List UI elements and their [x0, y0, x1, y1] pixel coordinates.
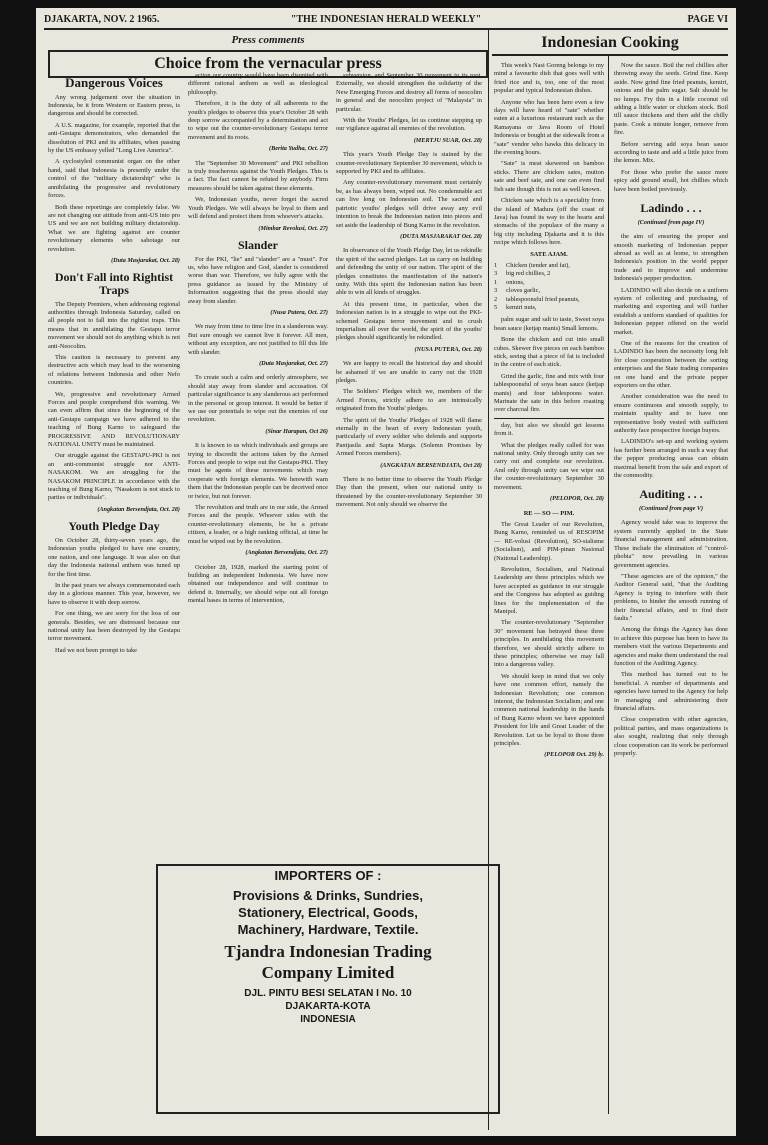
- press-title: Choice from the vernacular press: [48, 50, 488, 78]
- paragraph: "Sate" is meat skewered on bamboo sticks. There are chicken sates, mutton sate and beef sate, and one can even find fish sate though this is not as well known.: [494, 160, 604, 193]
- paragraph: There is no better time to observe the Youth Pledge Day than the present, when our national unity is threatened by the counter-revolutionary September 30 movement. Not only should we observe the: [336, 476, 482, 509]
- cooking-title: Indonesian Cooking: [541, 34, 679, 51]
- paragraph: Bone the chicken and cut into small cubes. Skewer five pieces on each bamboo stick, seeing that a piece of fat is included in the centre of each stick.: [494, 336, 604, 369]
- ingredient-row: 2 tablespoonsful fried peanuts,: [494, 295, 580, 303]
- column-2: [188, 72, 328, 862]
- ad-address: DJL. PINTU BESI SELATAN I No. 10: [244, 988, 412, 999]
- paragraph: Had we not been prompt to take: [55, 646, 137, 654]
- paragraph: palm sugar and salt to taste, Sweet soya bean sauce (ketjap manis) Small lemons.: [494, 316, 604, 332]
- ingredient-row: 3 cloves garlic,: [494, 287, 541, 295]
- paragraph: LADINDO will also decide on a uniform system of collecting and purchasing, of marketing and exporting and will further establish a uniform standard of qualities for Indonesian pepper offered on the world market.: [614, 286, 728, 336]
- header-date: DJAKARTA, NOV. 2 1965.: [44, 14, 160, 25]
- paragraph: The counter-revolutionary "September 30" movement has betrayed these three principles. In annihilating this movement therefore, we should strictly adhere to these principles; otherwise we may fall into a dangerous valley.: [494, 619, 604, 669]
- paragraph: Chicken sate which is a speciality from the island of Madura (off the coast of Java) has found its way to the hearts and stomachs of the populace of the many a big city including Djakarta and it is this recipe which follows here.: [494, 197, 604, 247]
- paragraph: The Great Leader of our Revolution, Bung Karno, reminded us of RESOPIM — RE-volusi (Revolution), SO-sialisme (Socialism), and PIM-pinan Nasional (National Leadership).: [494, 520, 604, 562]
- ad-country: INDONESIA: [300, 1014, 356, 1025]
- importers-advertisement: [156, 864, 500, 1114]
- paragraph: Agency would take was to improve the system currently applied in the State financial management and administration. These include the elimination of "control-phobia" now prevailing in various government agencies.: [614, 519, 728, 569]
- paragraph: For one thing, we are sorry for the loss of our generals. Besides, we are distressed because our national unity has been destroyed by the Gestapu terror movement.: [48, 610, 180, 643]
- paragraph: On October 28, thirty-seven years ago, the Indonesian youths pledged to have one country, one nation, and one language. It was also on that day the Indonesia national anthem was tuned up for the first time.: [48, 536, 180, 578]
- source-credit: (Angkatan Bersendjata, Oct. 27): [245, 549, 328, 557]
- continued-note: (Continued from page V): [638, 505, 704, 513]
- paragraph: "These agencies are of the opinion," the Auditor General said, "that the Auditing Agency is trying to interfere with their problems, to hinder the smooth running of their financial affairs, and to find their faults.": [614, 572, 728, 622]
- heading-dangerous-voices: Dangerous Voices: [65, 75, 163, 90]
- paragraph: Close cooperation with other agencies, political parties, and mass organizations is also sought, realizing that only through close cooperation can its work be performed properly.: [614, 716, 728, 758]
- heading-rightist-traps: Don't Fall into Rightist Traps: [54, 270, 174, 297]
- source-credit: (Berita Yudha, Oct. 27): [269, 145, 328, 153]
- paragraph: This caution is necessary to prevent any destructive acts which may lead to the worsening of relations between Indonesia and other Nefo countries.: [48, 353, 180, 387]
- paragraph: Another consideration was the need to ensure continuous and smooth supply, to maintain quality and to have one representative body vested with sufficient authority face prospective foreign buyers.: [614, 393, 728, 435]
- paragraph: For those who prefer the sauce more spicy add ground small, hot chillies which have been boiled previously.: [614, 168, 728, 193]
- source-credit: (Duta Masjarakat, Oct. 27): [259, 359, 328, 367]
- paragraph: The Deputy Premiers, when addressing regional authorities through Indonesia Saturday, called on all people not to fall into the rightist traps. This means that in annihilating the Gestapu terror movement we should not do anything which is not anti-Neocolim.: [48, 300, 180, 350]
- paragraph: This week's Nasi Goreng belongs to my mind a favourite dish that goes well with fried rice and is, too, one of the most popular and typical Indonesian dishes.: [494, 62, 604, 95]
- paragraph: A U.S. magazine, for example, reported that the anti-Gestapu demonstrators, who demanded the dissolution of PKI and its affiliates, when passing by the US embassy yelled "Long Live America".: [48, 121, 180, 155]
- source-credit: (Mimbar Revolusi, Oct. 27): [258, 224, 328, 232]
- paragraph: With the Youths' Pledges, let us continue stepping up our vigilance against all enemies of the revolution.: [336, 117, 482, 133]
- heading-youth-pledge-day: Youth Pledge Day: [68, 519, 160, 534]
- paragraph: One of the reasons for the creation of LADINDO has been the necessity long felt for close cooperation between the sorting enterprises and the State trading companies on one hand and the private pepper exporters on the other.: [614, 339, 728, 389]
- heading-auditing: Auditing . . .: [639, 487, 703, 502]
- paragraph: Any counter-revolutionary movement must certainly be, as has always been, wiped out. No condemnable act can live long on Indonesian soil. The sacred and patriotic youths' pledges will drive away any evil intention to break the Indonesian nation into pieces and set aside the leadership of Bung Karno in the revolution.: [336, 179, 482, 229]
- paragraph: We are happy to recall the historical day and should be ashamed if we are unable to carry out the 1928 pledges.: [336, 360, 482, 384]
- paragraph: We, Indonesian youths, never forget the sacred Youth Pledges. We will always be loyal to them and will defend and protect them from whoever's attacks.: [188, 196, 328, 221]
- paragraph: We should keep in mind that we only have one common effort, namely the Indonesian Revolution; one common interest, the Indonesian Socialism; and one common national leadership in the hands of Bung Karno whom we have appointed President for life and Great Leader of the Revolution. Let us be loyal to those three principles.: [494, 672, 604, 748]
- ad-company-name: Tjandra Indonesian Trading: [224, 942, 432, 961]
- paragraph: We may from time to time live in a slanderous way. But sure enough we cannot live it forever. All men, without any exception, are not justified to fill this life with slander.: [188, 323, 328, 356]
- paragraph: the aim of ensuring the proper and smooth marketing of Indonesian pepper abroad as well as at home, to strengthen Indonesia's position in the world pepper trade and to improve and undermine Indonesia's pepper production.: [614, 233, 728, 283]
- paragraph: The "September 30 Movement" and PKI rebellion is truly treacherous against the Youth Pledges. This is a fact. The fact cannot be refuted by anybody. Firm measures should be taken against these elements.: [188, 159, 328, 192]
- source-credit: (ANGKATAN BERSENDJATA, Oct 28): [380, 461, 482, 469]
- paragraph: Grind the garlic, fine and mix with four tablespoonsful of soya bean sauce (ketjap manis) and four tablespoons water. Marinate the sate in this before roasting over charcoal fire.: [494, 372, 604, 414]
- ad-line-importers: IMPORTERS OF :: [274, 868, 382, 883]
- ingredient-row: 1 onions,: [494, 278, 525, 286]
- heading-rule: [492, 54, 728, 56]
- page-header: [44, 12, 728, 30]
- paragraph: The spirit of the Youths' Pledges of 1928 will flame eternally in the heart of every Indonesian youth, particularly of every soldier who defends and supports Pantjasila and Sapta Marga. (Solemn Promises by Armed Forces members).: [336, 416, 482, 458]
- paragraph: To create such a calm and orderly atmosphere, we should stay away from slander and accusation. Of particular significance is any slanderous act performed in the personal or group interest. It would be better if we use our potentials to wipe out the enemies of our revolution.: [188, 374, 328, 424]
- paragraph: day, but also we should get lessons from it.: [494, 421, 604, 438]
- heading-resopim: RE — SO — PIM.: [523, 509, 575, 517]
- paragraph: For the PKI, "lie" and "slander" are a "must". For us, who have religion and God, slander is considered worse than war. Therefore, we fully agree with the press guidance as issued by the Ministry of Information suggesting that the press should stay away from slander.: [188, 255, 328, 305]
- source-credit: (MERTJU SUAR, Oct. 28): [413, 136, 482, 144]
- paragraph: It is known to us which individuals and groups are trying to discredit the actions taken by the Armed Forces and people to wipe out the Gestapu-PKI. They must be agents of these movements which may cooperate with foreign elements. We herewith warn them that the Indonesian people can be deceived once or twice, but not forever.: [188, 442, 328, 500]
- paragraph: At this present time, in particular, when the Indonesian nation is in a struggle to wipe out the PKI-schemed Gestapu terror movement and to crush imperialism all over the world, the spirit of the youths' pledges should significantly be rekindled.: [336, 300, 482, 342]
- paragraph: This year's Youth Pledge Day is stained by the counter-revolutionary September 30 movement, which is supported by PKI and its affiliates.: [336, 151, 482, 176]
- source-credit: (Nusa Putera, Oct. 27): [270, 308, 328, 316]
- ingredient-row: 5 kemiri nuts,: [494, 303, 537, 311]
- source-credit: (Angkatan Bersendjata, Oct. 28): [97, 505, 180, 513]
- column-rule: [608, 54, 609, 1114]
- paragraph: This method has turned out to be beneficial. A number of departments and agencies have turned to the Agency for help in managing and administering their financial affairs.: [614, 671, 728, 712]
- paragraph: Therefore, it is the duty of all adherents to the youth's pledges to observe this year's October 28 with deep sorrow accompanied by a determination and act to wipe out the counter-revolutionary Gestapu terror movement and its roots.: [188, 100, 328, 141]
- paragraph: Any wrong judgement over the situation in Indonesia, be it from Western or Eastern press, is dangerous and should be corrected.: [48, 93, 180, 118]
- ingredient-list: [494, 262, 604, 312]
- paragraph: LADINDO's set-up and working system has further been arranged in such a way that the pepper producing areas can obtain maximal benefit from the sale and export of the commodity.: [614, 438, 728, 480]
- paragraph: action our country would have been disunited with different rational anthem as well as ideological philosophy.: [188, 72, 328, 96]
- paragraph: Both these reportings are completely false. We are not changing our attitude from anti-US into pro US and we are not building military dictatorship. What we are fighting against are counter revolutionary elements who sabotage our revolution.: [48, 203, 180, 253]
- heading-ladindo: Ladindo . . .: [640, 201, 702, 216]
- source-credit: (PELOPOR, Oct. 28): [550, 495, 604, 503]
- paragraph: The revolution and truth are in our side, the Armed Forces and the people. Whoever sides with the counter-revolutionary elements, be he a private citizen, a leader, or a high ranking official, at time he must be wiped out by the revolution.: [188, 504, 328, 545]
- recipe-title: SATE AJAM.: [530, 250, 568, 258]
- newspaper-page: [36, 8, 736, 1136]
- press-kicker: Press comments: [231, 34, 305, 46]
- paragraph: Anyone who has been here even a few days will have heard of "sate" whether eaten at a luxurious restaurant such as the Ramayana or Java Room of Hotel Indonesia or bought at the sidewalk from a "sate" vendor who hawks this delicacy in the evening hours.: [494, 98, 604, 157]
- source-credit: (Duta Masjarakat, Oct. 28): [111, 256, 180, 264]
- paragraph: In observance of the Youth Pledge Day, let us rekindle the spirit of the sacred pledges. Let us carry on building and defending the unity of our nation. The spirit of the pledges constitutes the manifestation of the nation's unity. With this spirit the Indonesian nation has been able to win all kinds of struggles.: [336, 247, 482, 297]
- paragraph: The Soldiers' Pledges which we, members of the Armed Forces, strictly adhere to are intrinsically originated from the Youths' pledges.: [336, 388, 482, 413]
- heading-slander: Slander: [237, 237, 278, 252]
- paragraph: In the past years we always commemorated each day in a glorious manner. This year, however, we have to observe it with deep sorrow.: [48, 581, 180, 606]
- paragraph: We, progressive and revolutionary Armed Forces and people comprehend this warning. We can even affirm that since the beginning of the anti-Gestapu campaign we have adhered to the teaching of Bung Karno to safeguard the PROGRESSIVE AND REVOLUTIONARY NATIONAL UNITY must be maintained.: [48, 390, 180, 449]
- ad-city: DJAKARTA-KOTA: [285, 1001, 371, 1012]
- header-paper-name: "THE INDONESIAN HERALD WEEKLY": [290, 14, 482, 25]
- ad-company-name: Company Limited: [261, 963, 395, 982]
- paragraph: Revolution, Socialism, and National Leadership are three principles which we have accepted as guidance in our struggle and the Congress has adopted as guiding lines for the implementation of the Manipol.: [494, 565, 604, 615]
- paragraph: Before serving add soya bean sauce according to taste and add a little juice from the lemon. Mix.: [614, 140, 728, 165]
- paragraph: What the pledges really called for was national unity. Only through unity can we carry out and complete our revolution. And only through unity can we wipe out the counter-revolutionary September 30 movement.: [494, 441, 604, 491]
- ad-line-goods: Machinery, Hardware, Textile.: [237, 922, 419, 937]
- ingredient-row: 1 Chicken (tender and fat),: [494, 261, 570, 269]
- source-credit: (Sinar Harapan, Oct 26): [265, 427, 328, 435]
- column-3: [336, 72, 482, 862]
- source-credit: (DUTA MASJARAKAT Oct. 28): [400, 232, 482, 240]
- paragraph: Our struggle against the GESTAPU-PKI is not an anti-communist struggle nor ANTI-NASAKOM. We are struggling for the NASAKOM PRINCIPLE in accordance with the teaching of Bung Karno, "Nasakom is not stuck to parties or individuals".: [48, 452, 180, 502]
- section-divider: [494, 418, 604, 419]
- source-credit: (PELOPOR Oct. 29) ly.: [544, 751, 604, 759]
- column-5: [614, 62, 728, 1122]
- paragraph: Among the things the Agency has done to achieve this purpose has been to have its members visit the various Departments and agencies and make them understand the real function of the Auditing Agency.: [614, 626, 728, 667]
- paragraph: subversion, and September 30 movement to its root. Externally, we should strengthen the solidarity of the New Emerging Forces and destroy all forms of neocolim in general and the neocolim project of "Malaysia" in particular.: [336, 72, 482, 113]
- column-1: [48, 72, 180, 862]
- paragraph: October 28, 1928, marked the starting point of building an independent Indonesia. We have now obtained our independence and will continue to defend it. Internally, we should wipe out all foreign mental bases in terms of intervention,: [188, 563, 328, 605]
- source-credit: (NUSA PUTERA, Oct. 28): [414, 345, 482, 353]
- paragraph: A cyclostyled communist organ on the other hand, said that Indonesia is presently under the control of the "military dictatorship" who is annihilating the progressive and revolutionary forces.: [48, 158, 180, 200]
- column-4: [494, 62, 604, 1122]
- ad-line-goods: Provisions & Drinks, Sundries,: [233, 888, 423, 903]
- ingredient-row: 3 big red chillies, 2: [494, 270, 551, 278]
- ad-line-goods: Stationery, Electrical, Goods,: [238, 905, 418, 920]
- header-page-number: PAGE VI: [687, 14, 728, 25]
- continued-note: (Continued from page IV): [637, 218, 705, 226]
- paragraph: Now the sauce. Boil the red chillies after throwing away the seeds. Grind fine. Keep aside. Now grind fine fried peanuts, kemiri, onions and the palm sugar. Salt should be no lumps. Fry this in a little coconut oil adding a little water or chicken stock. Boil till sauce thickens and then add the chilly paste. Cook a minute longer, remove from fire.: [614, 62, 728, 137]
